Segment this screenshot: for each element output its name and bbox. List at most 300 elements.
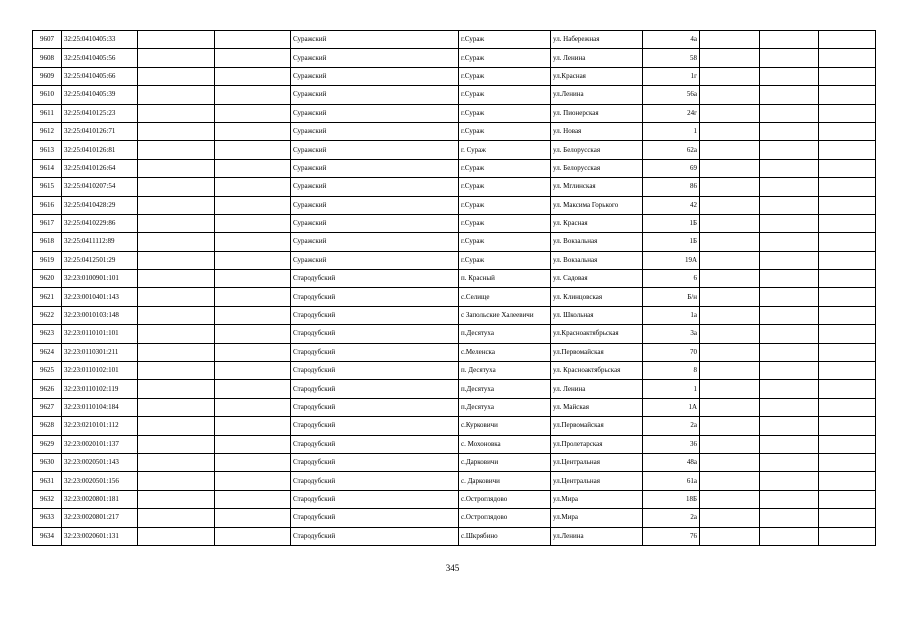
empty-cell (760, 141, 819, 159)
empty-cell (760, 233, 819, 251)
locality-cell: г.Сураж (459, 31, 551, 49)
empty-cell (215, 141, 291, 159)
empty-cell (819, 104, 876, 122)
house-number-cell: 86 (643, 178, 700, 196)
house-number-cell: 2а (643, 509, 700, 527)
cadastral-number-cell: 32:25:0410405:56 (62, 49, 138, 67)
street-cell: ул. Белорусская (551, 159, 643, 177)
empty-cell (215, 527, 291, 545)
district-cell: Стародубский (291, 270, 459, 288)
empty-cell (215, 343, 291, 361)
record-number-cell: 9629 (33, 435, 62, 453)
locality-cell: с.Остроглядово (459, 509, 551, 527)
empty-cell (760, 49, 819, 67)
empty-cell (819, 270, 876, 288)
empty-cell (215, 288, 291, 306)
locality-cell: с.Остроглядово (459, 490, 551, 508)
empty-cell (760, 104, 819, 122)
cadastral-number-cell: 32:25:0410405:33 (62, 31, 138, 49)
empty-cell (215, 196, 291, 214)
empty-cell (215, 306, 291, 324)
district-cell: Суражский (291, 178, 459, 196)
district-cell: Суражский (291, 86, 459, 104)
empty-cell (760, 362, 819, 380)
house-number-cell: 24г (643, 104, 700, 122)
empty-cell (215, 49, 291, 67)
street-cell: ул. Белорусская (551, 141, 643, 159)
empty-cell (819, 178, 876, 196)
empty-cell (215, 417, 291, 435)
empty-cell (138, 343, 215, 361)
empty-cell (215, 159, 291, 177)
house-number-cell: Б/н (643, 288, 700, 306)
empty-cell (215, 398, 291, 416)
empty-cell (215, 325, 291, 343)
table-row (33, 380, 876, 398)
empty-cell (819, 306, 876, 324)
house-number-cell: 1 (643, 122, 700, 140)
district-cell: Суражский (291, 31, 459, 49)
house-number-cell: 2а (643, 417, 700, 435)
table-row (33, 251, 876, 269)
cadastral-number-cell: 32:25:0410126:71 (62, 122, 138, 140)
district-cell: Стародубский (291, 453, 459, 471)
locality-cell: г.Сураж (459, 67, 551, 85)
empty-cell (700, 67, 760, 85)
empty-cell (700, 214, 760, 232)
cadastral-number-cell: 32:23:0210101:112 (62, 417, 138, 435)
record-number-cell: 9625 (33, 362, 62, 380)
empty-cell (215, 380, 291, 398)
table-row (33, 435, 876, 453)
empty-cell (215, 178, 291, 196)
empty-cell (215, 509, 291, 527)
empty-cell (819, 325, 876, 343)
street-cell: ул.Красноактябрьская (551, 325, 643, 343)
cadastral-number-cell: 32:23:0110101:101 (62, 325, 138, 343)
table-row (33, 159, 876, 177)
house-number-cell: 1а (643, 306, 700, 324)
empty-cell (760, 527, 819, 545)
house-number-cell: 48а (643, 453, 700, 471)
table-row (33, 509, 876, 527)
empty-cell (760, 67, 819, 85)
house-number-cell: 1г (643, 67, 700, 85)
street-cell: ул.Мира (551, 509, 643, 527)
empty-cell (700, 306, 760, 324)
cadastral-number-cell: 32:25:0410126:64 (62, 159, 138, 177)
empty-cell (215, 362, 291, 380)
record-number-cell: 9624 (33, 343, 62, 361)
record-number-cell: 9608 (33, 49, 62, 67)
empty-cell (760, 122, 819, 140)
empty-cell (700, 398, 760, 416)
locality-cell: с.Меленска (459, 343, 551, 361)
record-number-cell: 9615 (33, 178, 62, 196)
empty-cell (215, 453, 291, 471)
record-number-cell: 9623 (33, 325, 62, 343)
empty-cell (215, 490, 291, 508)
empty-cell (138, 86, 215, 104)
empty-cell (819, 196, 876, 214)
empty-cell (760, 509, 819, 527)
empty-cell (700, 233, 760, 251)
street-cell: ул.Первомайская (551, 343, 643, 361)
empty-cell (138, 380, 215, 398)
street-cell: ул. Мглинская (551, 178, 643, 196)
record-number-cell: 9626 (33, 380, 62, 398)
street-cell: ул.Красная (551, 67, 643, 85)
empty-cell (215, 31, 291, 49)
house-number-cell: 42 (643, 196, 700, 214)
empty-cell (138, 270, 215, 288)
district-cell: Суражский (291, 251, 459, 269)
table-row (33, 214, 876, 232)
table-row (33, 86, 876, 104)
district-cell: Суражский (291, 104, 459, 122)
cadastral-number-cell: 32:25:0410125:23 (62, 104, 138, 122)
street-cell: ул. Садовая (551, 270, 643, 288)
empty-cell (138, 214, 215, 232)
street-cell: ул. Майская (551, 398, 643, 416)
house-number-cell: 70 (643, 343, 700, 361)
street-cell: ул. Набережная (551, 31, 643, 49)
district-cell: Стародубский (291, 306, 459, 324)
empty-cell (700, 490, 760, 508)
house-number-cell: 62а (643, 141, 700, 159)
cadastral-number-cell: 32:25:0410229:86 (62, 214, 138, 232)
house-number-cell: 18Б (643, 490, 700, 508)
district-cell: Стародубский (291, 398, 459, 416)
empty-cell (819, 417, 876, 435)
table-row (33, 325, 876, 343)
street-cell: ул. Новая (551, 122, 643, 140)
empty-cell (138, 141, 215, 159)
empty-cell (760, 178, 819, 196)
register-table (32, 30, 876, 546)
empty-cell (819, 288, 876, 306)
empty-cell (760, 325, 819, 343)
cadastral-number-cell: 32:25:0410405:39 (62, 86, 138, 104)
locality-cell: г.Сураж (459, 104, 551, 122)
street-cell: ул.Ленина (551, 527, 643, 545)
empty-cell (700, 196, 760, 214)
district-cell: Стародубский (291, 288, 459, 306)
cadastral-number-cell: 32:23:0020801:181 (62, 490, 138, 508)
cadastral-number-cell: 32:25:0410207:54 (62, 178, 138, 196)
house-number-cell: 8 (643, 362, 700, 380)
table-row (33, 417, 876, 435)
empty-cell (700, 31, 760, 49)
locality-cell: с.Селище (459, 288, 551, 306)
record-number-cell: 9620 (33, 270, 62, 288)
table-row (33, 527, 876, 545)
empty-cell (700, 343, 760, 361)
empty-cell (700, 141, 760, 159)
empty-cell (819, 453, 876, 471)
empty-cell (138, 490, 215, 508)
street-cell: ул. Пионерская (551, 104, 643, 122)
cadastral-number-cell: 32:23:0110301:211 (62, 343, 138, 361)
district-cell: Стародубский (291, 472, 459, 490)
record-number-cell: 9611 (33, 104, 62, 122)
empty-cell (819, 141, 876, 159)
empty-cell (700, 251, 760, 269)
street-cell: ул.Центральная (551, 472, 643, 490)
district-cell: Стародубский (291, 417, 459, 435)
district-cell: Стародубский (291, 435, 459, 453)
empty-cell (819, 509, 876, 527)
empty-cell (760, 380, 819, 398)
house-number-cell: 19А (643, 251, 700, 269)
locality-cell: с.Шкрябино (459, 527, 551, 545)
empty-cell (138, 325, 215, 343)
empty-cell (700, 527, 760, 545)
cadastral-number-cell: 32:23:0110102:119 (62, 380, 138, 398)
empty-cell (760, 288, 819, 306)
cadastral-number-cell: 32:25:0411112:89 (62, 233, 138, 251)
empty-cell (700, 122, 760, 140)
empty-cell (760, 31, 819, 49)
house-number-cell: 1Б (643, 214, 700, 232)
empty-cell (215, 67, 291, 85)
locality-cell: с.Дарковичи (459, 453, 551, 471)
cadastral-number-cell: 32:23:0100901:101 (62, 270, 138, 288)
record-number-cell: 9609 (33, 67, 62, 85)
street-cell: ул. Вокзальная (551, 251, 643, 269)
empty-cell (760, 435, 819, 453)
district-cell: Суражский (291, 141, 459, 159)
table-row (33, 362, 876, 380)
cadastral-number-cell: 32:23:0020501:156 (62, 472, 138, 490)
empty-cell (215, 122, 291, 140)
table-row (33, 122, 876, 140)
empty-cell (760, 306, 819, 324)
locality-cell: г.Сураж (459, 251, 551, 269)
empty-cell (215, 86, 291, 104)
house-number-cell: 61а (643, 472, 700, 490)
empty-cell (819, 398, 876, 416)
record-number-cell: 9627 (33, 398, 62, 416)
empty-cell (215, 472, 291, 490)
table-row (33, 67, 876, 85)
empty-cell (215, 104, 291, 122)
table-row (33, 196, 876, 214)
empty-cell (760, 270, 819, 288)
locality-cell: г.Сураж (459, 49, 551, 67)
locality-cell: п. Красный (459, 270, 551, 288)
locality-cell: г.Сураж (459, 159, 551, 177)
street-cell: ул. Ленина (551, 380, 643, 398)
empty-cell (138, 398, 215, 416)
empty-cell (819, 233, 876, 251)
empty-cell (215, 214, 291, 232)
empty-cell (138, 306, 215, 324)
district-cell: Стародубский (291, 343, 459, 361)
empty-cell (700, 288, 760, 306)
empty-cell (138, 527, 215, 545)
record-number-cell: 9619 (33, 251, 62, 269)
empty-cell (819, 122, 876, 140)
street-cell: ул. Школьная (551, 306, 643, 324)
locality-cell: п.Десятуха (459, 380, 551, 398)
empty-cell (760, 417, 819, 435)
empty-cell (700, 380, 760, 398)
district-cell: Суражский (291, 122, 459, 140)
empty-cell (819, 159, 876, 177)
cadastral-number-cell: 32:25:0410126:81 (62, 141, 138, 159)
street-cell: ул. Вокзальная (551, 233, 643, 251)
district-cell: Суражский (291, 214, 459, 232)
empty-cell (700, 472, 760, 490)
empty-cell (138, 233, 215, 251)
table-row (33, 270, 876, 288)
locality-cell: с Запольские Халеевичи (459, 306, 551, 324)
district-cell: Суражский (291, 233, 459, 251)
cadastral-number-cell: 32:23:0110102:101 (62, 362, 138, 380)
street-cell: ул.Центральная (551, 453, 643, 471)
record-number-cell: 9617 (33, 214, 62, 232)
house-number-cell: 4а (643, 31, 700, 49)
house-number-cell: 6 (643, 270, 700, 288)
locality-cell: с.Курковичи (459, 417, 551, 435)
locality-cell: п.Десятуха (459, 398, 551, 416)
cadastral-number-cell: 32:23:0020101:137 (62, 435, 138, 453)
table-row (33, 233, 876, 251)
table-row (33, 104, 876, 122)
empty-cell (760, 453, 819, 471)
empty-cell (138, 453, 215, 471)
empty-cell (819, 49, 876, 67)
empty-cell (138, 435, 215, 453)
cadastral-number-cell: 32:25:0410428:29 (62, 196, 138, 214)
record-number-cell: 9630 (33, 453, 62, 471)
cadastral-number-cell: 32:23:0020601:131 (62, 527, 138, 545)
record-number-cell: 9622 (33, 306, 62, 324)
empty-cell (700, 417, 760, 435)
table-row (33, 31, 876, 49)
street-cell: ул. Максима Горького (551, 196, 643, 214)
house-number-cell: 58 (643, 49, 700, 67)
street-cell: ул.Первомайская (551, 417, 643, 435)
empty-cell (138, 67, 215, 85)
street-cell: ул.Ленина (551, 86, 643, 104)
empty-cell (819, 527, 876, 545)
table-row (33, 306, 876, 324)
empty-cell (138, 288, 215, 306)
table-row (33, 343, 876, 361)
district-cell: Стародубский (291, 380, 459, 398)
empty-cell (760, 86, 819, 104)
record-number-cell: 9628 (33, 417, 62, 435)
table-body (33, 31, 876, 546)
empty-cell (819, 490, 876, 508)
house-number-cell: 1А (643, 398, 700, 416)
empty-cell (819, 31, 876, 49)
cadastral-number-cell: 32:23:0010401:143 (62, 288, 138, 306)
empty-cell (700, 435, 760, 453)
empty-cell (138, 509, 215, 527)
empty-cell (819, 472, 876, 490)
empty-cell (138, 417, 215, 435)
house-number-cell: 3а (643, 325, 700, 343)
record-number-cell: 9612 (33, 122, 62, 140)
locality-cell: п. Десятуха (459, 362, 551, 380)
cadastral-number-cell: 32:23:0110104:184 (62, 398, 138, 416)
empty-cell (215, 435, 291, 453)
cadastral-number-cell: 32:25:0412501:29 (62, 251, 138, 269)
table-row (33, 49, 876, 67)
empty-cell (760, 196, 819, 214)
locality-cell: г.Сураж (459, 196, 551, 214)
record-number-cell: 9634 (33, 527, 62, 545)
empty-cell (700, 104, 760, 122)
empty-cell (138, 472, 215, 490)
empty-cell (138, 122, 215, 140)
table-row (33, 141, 876, 159)
empty-cell (700, 86, 760, 104)
house-number-cell: 1 (643, 380, 700, 398)
street-cell: ул. Ленина (551, 49, 643, 67)
street-cell: ул.Пролетарская (551, 435, 643, 453)
empty-cell (819, 435, 876, 453)
table-row (33, 490, 876, 508)
record-number-cell: 9618 (33, 233, 62, 251)
empty-cell (138, 159, 215, 177)
empty-cell (138, 104, 215, 122)
empty-cell (819, 362, 876, 380)
house-number-cell: 1Б (643, 233, 700, 251)
empty-cell (700, 159, 760, 177)
record-number-cell: 9632 (33, 490, 62, 508)
district-cell: Стародубский (291, 490, 459, 508)
record-number-cell: 9610 (33, 86, 62, 104)
empty-cell (819, 214, 876, 232)
street-cell: ул.Мира (551, 490, 643, 508)
district-cell: Суражский (291, 159, 459, 177)
empty-cell (760, 159, 819, 177)
table-row (33, 472, 876, 490)
district-cell: Суражский (291, 196, 459, 214)
house-number-cell: 56а (643, 86, 700, 104)
district-cell: Суражский (291, 67, 459, 85)
table-row (33, 453, 876, 471)
street-cell: ул. Клинцовская (551, 288, 643, 306)
empty-cell (760, 398, 819, 416)
empty-cell (700, 178, 760, 196)
empty-cell (700, 453, 760, 471)
district-cell: Стародубский (291, 362, 459, 380)
district-cell: Стародубский (291, 509, 459, 527)
locality-cell: г.Сураж (459, 233, 551, 251)
record-number-cell: 9633 (33, 509, 62, 527)
street-cell: ул. Красная (551, 214, 643, 232)
empty-cell (215, 233, 291, 251)
empty-cell (138, 251, 215, 269)
empty-cell (138, 31, 215, 49)
district-cell: Стародубский (291, 325, 459, 343)
cadastral-number-cell: 32:25:0410405:66 (62, 67, 138, 85)
table-row (33, 288, 876, 306)
empty-cell (760, 214, 819, 232)
empty-cell (138, 49, 215, 67)
empty-cell (819, 251, 876, 269)
empty-cell (819, 343, 876, 361)
empty-cell (700, 325, 760, 343)
locality-cell: г.Сураж (459, 122, 551, 140)
empty-cell (700, 362, 760, 380)
locality-cell: п.Десятуха (459, 325, 551, 343)
